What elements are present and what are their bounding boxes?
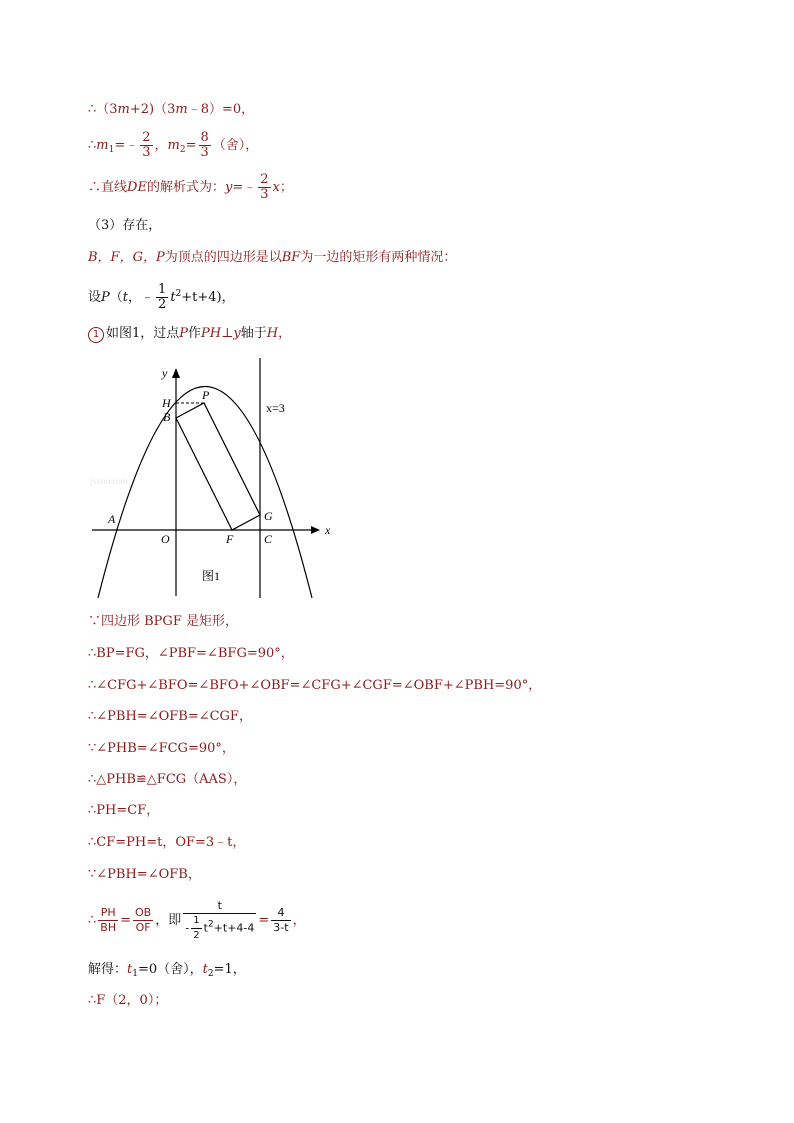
var-m: m — [96, 138, 109, 153]
proof-line: ∵四边形 BPGF 是矩形， — [88, 614, 238, 629]
text: +t+4)， — [181, 290, 235, 305]
label-h: H — [162, 396, 171, 410]
denominator: BH — [100, 921, 117, 934]
label-c: C — [264, 532, 273, 546]
label-x-equals-3: x=3 — [266, 401, 285, 415]
line-factored-equation — [88, 100, 254, 120]
fraction — [191, 914, 201, 943]
text: =﹣ — [114, 138, 139, 153]
denominator: 3 — [142, 145, 151, 160]
var-m: m — [175, 102, 188, 117]
rectangle-bpgf — [176, 403, 260, 530]
label-x: x — [325, 523, 331, 537]
var-bf: BF — [281, 250, 301, 265]
text: ， — [278, 326, 292, 341]
proof-line: ∴CF=PH=t，OF=3﹣t， — [88, 835, 246, 850]
text: 为顶点的四边形是以 — [164, 250, 282, 265]
denominator — [183, 914, 256, 943]
numerator: 4 — [271, 906, 290, 921]
label-f: F — [226, 532, 234, 546]
var-t: t — [170, 290, 176, 305]
text: = — [120, 913, 132, 928]
fraction — [140, 131, 152, 160]
fraction-big — [183, 899, 256, 943]
text: （舍）， — [212, 138, 259, 153]
var-p: P — [179, 326, 189, 341]
line-solution — [88, 960, 246, 984]
subscript: 2 — [207, 969, 214, 979]
figure-1 — [80, 355, 350, 605]
text: +t+4-4 — [213, 921, 255, 934]
text: ∴（3 — [88, 102, 118, 117]
var-y: y — [233, 326, 241, 341]
x-axis-arrow — [311, 526, 320, 534]
numerator: 8 — [200, 130, 209, 145]
parabola — [98, 387, 312, 599]
text: t — [203, 921, 208, 934]
text: 为一边的矩形有两种情况： — [300, 250, 457, 265]
text: 解得： — [88, 962, 128, 977]
var-p: P — [101, 290, 110, 305]
numerator: 1 — [191, 914, 201, 929]
text: - — [185, 921, 190, 934]
line-f-point: ∴F（2，0）； — [88, 993, 168, 1008]
superscript: 2 — [207, 919, 214, 929]
fraction-4-3t — [271, 906, 290, 935]
numerator: 2 — [260, 172, 269, 187]
line-ratio — [88, 893, 306, 949]
text: ∴直线 — [88, 180, 128, 195]
proof-line: ∴△PHB≌△FCG（AAS）， — [88, 772, 247, 787]
text: +2)（3 — [129, 102, 176, 117]
text: =﹣ — [232, 180, 257, 195]
label-b: B — [163, 410, 171, 424]
label-p: P — [202, 388, 210, 402]
text: ， — [292, 913, 306, 928]
label-a: A — [108, 512, 116, 526]
var-y: y — [224, 180, 233, 195]
text: = — [258, 913, 270, 928]
numerator: 2 — [142, 130, 151, 145]
text: ； — [279, 180, 293, 195]
label-y: y — [162, 366, 168, 380]
text: 设 — [88, 290, 102, 305]
var-t: t — [202, 962, 208, 977]
fraction — [156, 283, 168, 312]
fraction-ob-of — [133, 906, 153, 935]
proof-line: ∴∠PBH=∠OFB=∠CGF， — [88, 709, 252, 724]
line-figure-intro — [88, 324, 291, 344]
var-m: m — [167, 138, 180, 153]
var-h: H — [266, 326, 279, 341]
line-roots — [88, 130, 258, 162]
text: （ — [109, 290, 123, 305]
label-o: O — [161, 532, 170, 546]
numerator: PH — [98, 906, 118, 921]
text: = — [185, 138, 197, 153]
figure-caption: 图1 — [202, 569, 221, 583]
proof-line: ∵∠PHB=∠FCG=90°， — [88, 741, 235, 756]
line-de-equation — [88, 172, 293, 204]
text: 如图1，过点 — [106, 326, 180, 341]
text: =1， — [213, 962, 246, 977]
subscript: 1 — [108, 145, 115, 155]
numerator: t — [183, 899, 256, 914]
circled-number: 1 — [88, 327, 104, 343]
points: B，F，G，P — [88, 250, 165, 265]
text: （3）存在， — [88, 218, 162, 233]
var-m: m — [117, 102, 130, 117]
proof-line: ∴BP=FG，∠PBF=∠BFG=90°， — [88, 646, 294, 661]
denominator: OF — [135, 921, 151, 934]
var-t: t — [127, 962, 133, 977]
text: ， — [154, 138, 168, 153]
text: 轴于 — [240, 326, 267, 341]
line-part3 — [88, 216, 161, 236]
text: ⊥ — [221, 326, 234, 341]
line-cases — [88, 248, 456, 268]
text: 作 — [188, 326, 202, 341]
subscript: 1 — [132, 969, 138, 979]
denominator: 2 — [193, 929, 200, 941]
var-t: t — [122, 290, 129, 305]
denominator: 3 — [260, 187, 269, 202]
text: ∴ — [88, 138, 97, 153]
line-set-p — [88, 276, 235, 312]
label-g: G — [264, 509, 273, 523]
superscript: 2 — [175, 289, 182, 299]
var-ph: PH — [201, 326, 222, 341]
proof-line: ∴∠CFG+∠BFO=∠BFO+∠OBF=∠CFG+∠CGF=∠OBF+∠PBH=90°， — [88, 678, 542, 693]
subscript: 2 — [179, 145, 186, 155]
fraction — [199, 131, 211, 160]
proof-line: ∵∠PBH=∠OFB， — [88, 867, 201, 882]
fraction — [258, 173, 270, 202]
numerator: 1 — [158, 282, 167, 297]
y-axis-arrow — [172, 368, 180, 378]
text: ，﹣ — [128, 290, 155, 305]
var-x: x — [272, 180, 280, 195]
fraction-ph-bh — [98, 906, 118, 935]
text: ﹣8）=0， — [187, 102, 255, 117]
proof-line: ∴PH=CF， — [88, 803, 160, 818]
numerator: OB — [135, 906, 152, 919]
var-de: DE — [127, 180, 147, 195]
watermark: jyeoo.com — [90, 476, 128, 486]
denominator: 3 — [200, 145, 209, 160]
text: ，即 — [155, 913, 182, 928]
text: ∴ — [88, 913, 97, 928]
text: 的解析式为： — [146, 180, 225, 195]
text: =0（舍）， — [137, 962, 203, 977]
denominator: 3-t — [273, 921, 289, 934]
denominator: 2 — [158, 297, 167, 312]
